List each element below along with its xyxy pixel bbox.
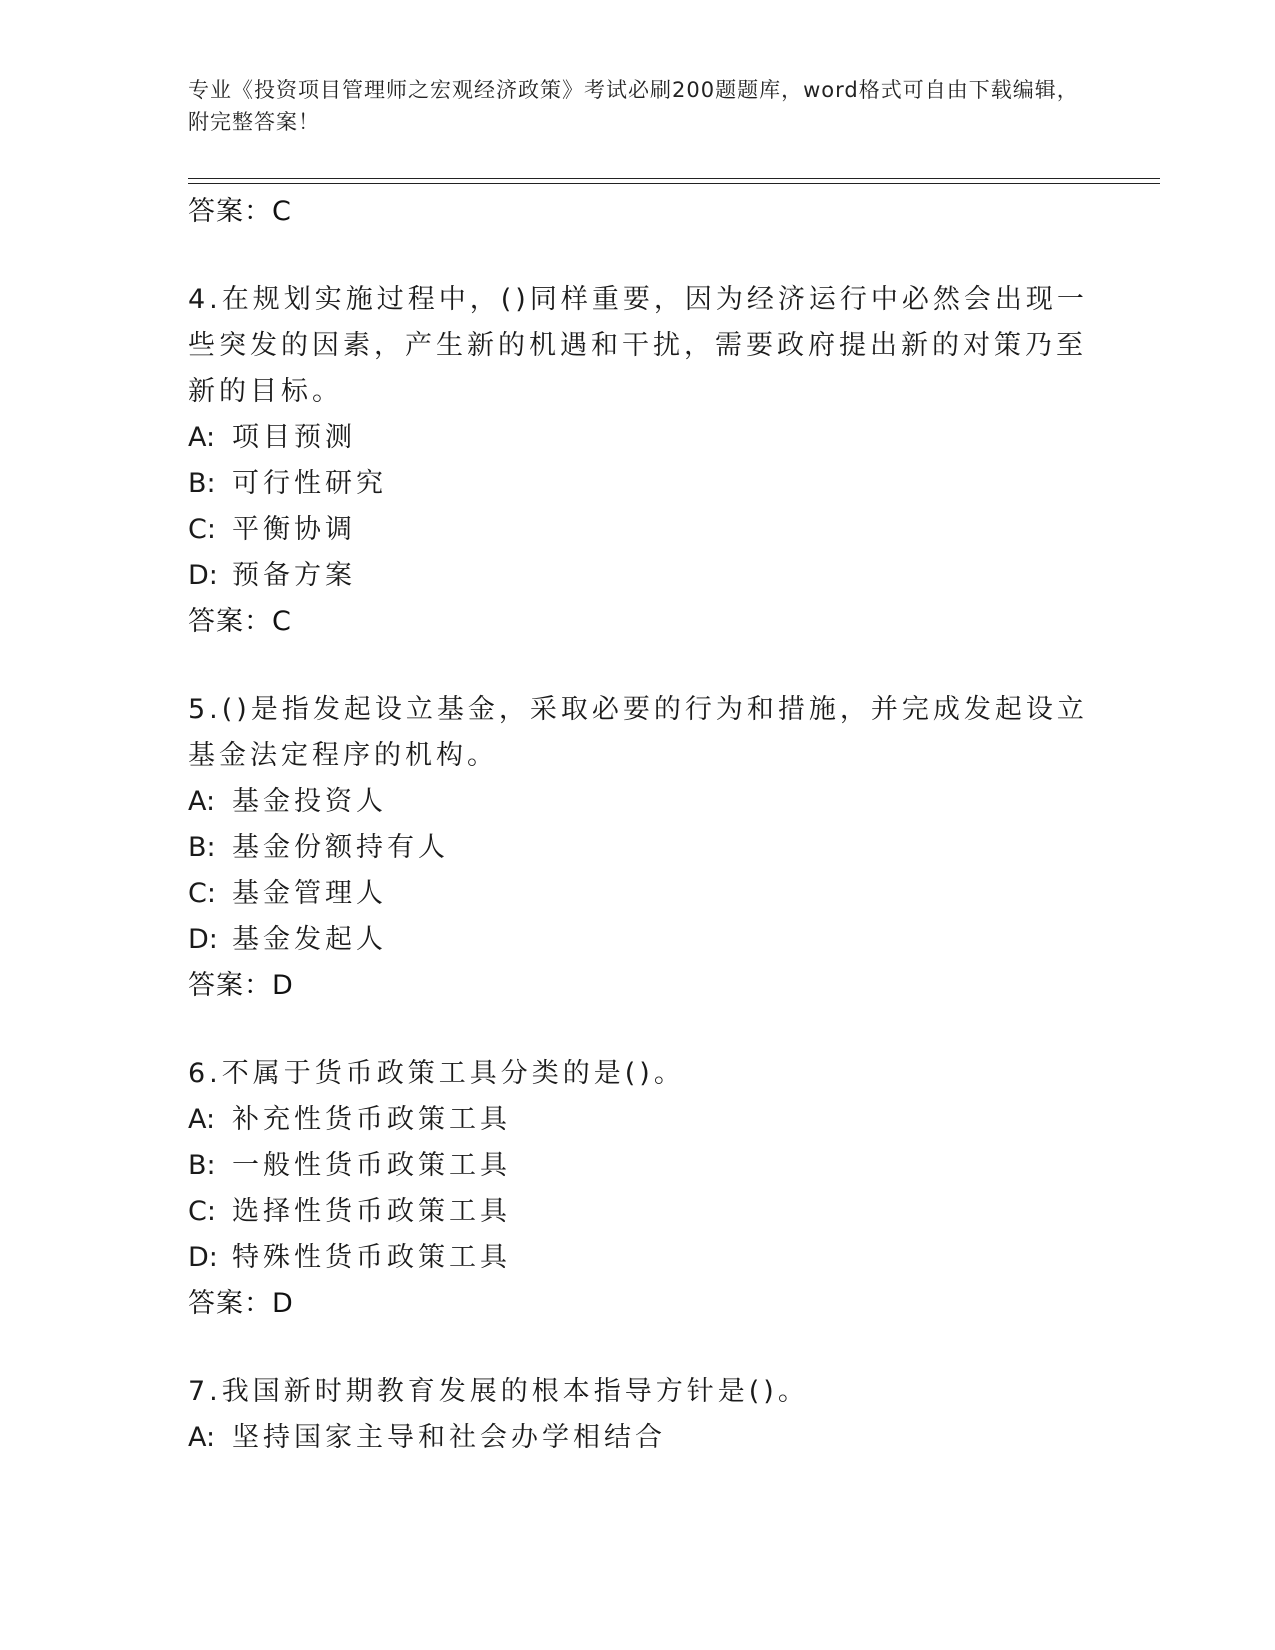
question-answer: 答案：D [188,1288,294,1319]
header-divider-line-secondary [188,183,1160,184]
option-text: 项目预测 [232,422,356,453]
option-key: B: [188,832,216,863]
option-key: C: [188,514,216,545]
option-text: 可行性研究 [232,468,387,499]
option-text: 基金管理人 [232,878,387,909]
option-text: 基金发起人 [232,924,387,955]
option-a [188,779,1088,825]
option-text: 预备方案 [232,560,356,591]
document-header: 专业《投资项目管理师之宏观经济政策》考试必刷200题题库，word格式可自由下载编辑，附完整答案！ [188,78,1079,134]
option-key: A: [188,1104,216,1135]
question-5 [188,687,1088,1009]
option-text: 选择性货币政策工具 [232,1196,511,1227]
question-text: 4.在规划实施过程中，()同样重要，因为经济运行中必然会出现一些突发的因素，产生新的机遇和干扰，需要政府提出新的对策乃至新的目标。 [188,284,1088,407]
option-key: A: [188,1422,216,1453]
option-d [188,1235,1088,1281]
option-key: C: [188,878,216,909]
option-key: A: [188,422,216,453]
previous-question-answer: 答案：C [188,196,292,227]
option-text: 基金份额持有人 [232,832,449,863]
question-7 [188,1369,1088,1461]
option-c [188,1189,1088,1235]
option-d [188,917,1088,963]
option-text: 补充性货币政策工具 [232,1104,511,1135]
option-key: D: [188,924,218,955]
question-answer: 答案：D [188,970,294,1001]
option-text: 平衡协调 [232,514,356,545]
question-text: 6.不属于货币政策工具分类的是()。 [188,1058,685,1089]
option-key: B: [188,1150,216,1181]
option-b [188,1143,1088,1189]
question-4 [188,277,1088,645]
option-b [188,461,1088,507]
option-a [188,1097,1088,1143]
option-key: B: [188,468,216,499]
question-text: 5.()是指发起设立基金，采取必要的行为和措施，并完成发起设立基金法定程序的机构。 [188,694,1088,771]
option-text: 特殊性货币政策工具 [232,1242,511,1273]
question-list [188,189,1088,1461]
option-a [188,415,1088,461]
question-6 [188,1051,1088,1327]
option-c [188,871,1088,917]
option-d [188,553,1088,599]
option-c [188,507,1088,553]
header-divider-line [188,178,1160,179]
option-text: 坚持国家主导和社会办学相结合 [232,1422,666,1453]
question-answer: 答案：C [188,606,292,637]
question-text: 7.我国新时期教育发展的根本指导方针是()。 [188,1376,809,1407]
option-b [188,825,1088,871]
option-key: C: [188,1196,216,1227]
option-a [188,1415,1088,1461]
option-key: D: [188,1242,218,1273]
option-key: A: [188,786,216,817]
option-key: D: [188,560,218,591]
option-text: 基金投资人 [232,786,387,817]
option-text: 一般性货币政策工具 [232,1150,511,1181]
